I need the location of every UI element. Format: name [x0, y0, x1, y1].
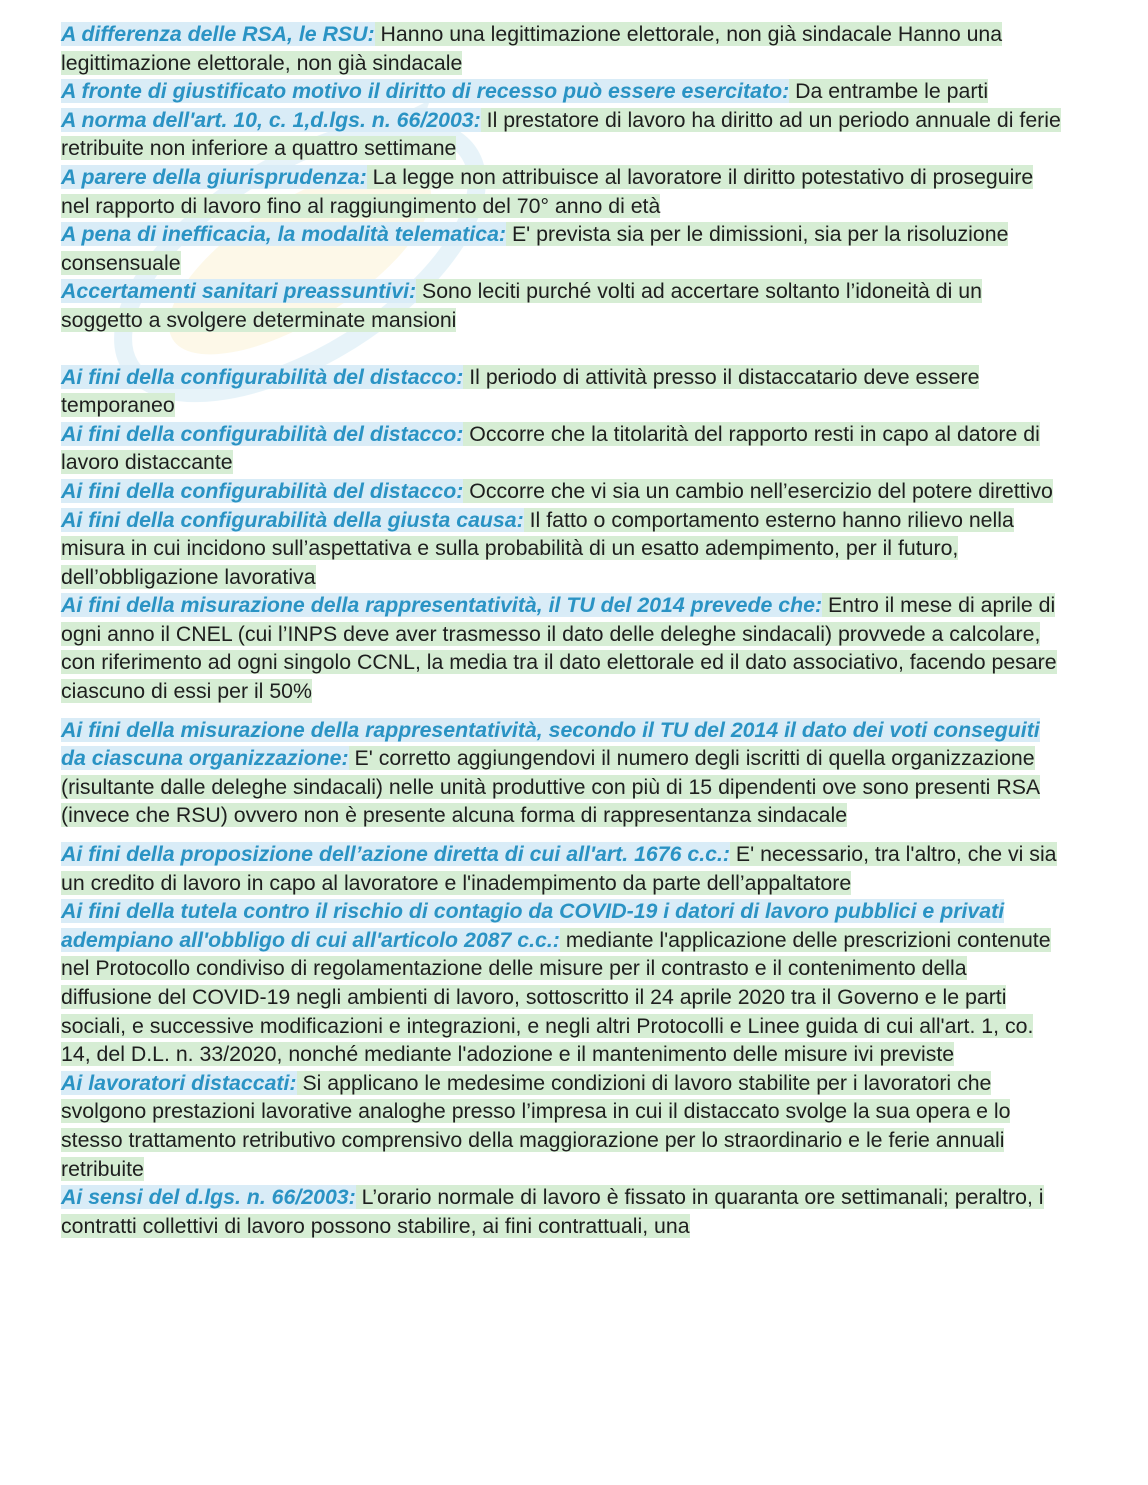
spacer: [61, 830, 1061, 840]
question-text: Ai fini della proposizione dell’azione diretta di cui all'art. 1676 c.c.:: [61, 842, 730, 867]
answer-text: mediante l'applicazione delle prescrizioni contenute nel Protocollo condiviso di regolamentazione delle misure per il contrasto e il contenimento della diffusione del COVID-19 negli ambienti di lavoro, sottoscritto il 24 aprile 2020 tra il Governo e le parti sociali, e successive modificazioni e integrazioni, e negli altri Protocolli e Linee guida di cui all'art. 1, co. 14, del D.L. n. 33/2020, nonché mediante l'adozione e il mantenimento delle misure ivi previste: [61, 927, 1051, 1067]
answer-text: E' corretto aggiungendovi il numero degli iscritti di quella organizzazione (risultante dalle deleghe sindacali) nelle unità produttive con più di 15 dipendenti ove sono presenti RSA (invece che RSU) ovvero non è presente alcuna forma di rappresentanza sindacale: [61, 746, 1041, 828]
question-text: Ai lavoratori distaccati:: [61, 1070, 297, 1095]
question-text: Ai fini della misurazione della rappresentatività, secondo il TU del 2014 il dato dei voti conseguiti da ciascuna organizzazione:: [61, 717, 1040, 771]
answer-text: La legge non attribuisce al lavoratore il diritto potestativo di proseguire nel rapporto di lavoro fino al raggiungimento del 70° anno di età: [61, 164, 1034, 218]
question-text: A norma dell'art. 10, c. 1,d.lgs. n. 66/2003:: [61, 107, 481, 132]
answer-text: Da entrambe le parti: [789, 79, 989, 104]
qa-entry: [61, 591, 1061, 705]
answer-text: L’orario normale di lavoro è fissato in quaranta ore settimanali; peraltro, i contratti collettivi di lavoro possono stabilire, ai fini contrattuali, una: [61, 1185, 1044, 1238]
question-text: Ai fini della misurazione della rappresentatività, il TU del 2014 prevede che:: [61, 593, 823, 618]
answer-text: E' necessario, tra l'altro, che vi sia un credito di lavoro in capo al lavoratore e l'inadempimento da parte dell’appaltatore: [61, 842, 1057, 895]
answer-text: Il periodo di attività presso il distaccatario deve essere temporaneo: [61, 364, 980, 418]
qa-list: [61, 20, 1061, 1240]
qa-entry: [61, 363, 1061, 420]
qa-entry: [61, 77, 1061, 106]
qa-entry: [61, 840, 1061, 897]
qa-entry: [61, 897, 1061, 1069]
question-text: Ai fini della configurabilità del distacco:: [61, 364, 464, 389]
answer-text: Il fatto o comportamento esterno hanno rilievo nella misura in cui incidono sull’aspettativa e sulla probabilità di un esatto adempimento, per il futuro, dell’obbligazione lavorativa: [61, 507, 1014, 589]
answer-text: Occorre che vi sia un cambio nell’esercizio del potere direttivo: [463, 478, 1053, 503]
spacer: [61, 706, 1061, 716]
answer-text: Il prestatore di lavoro ha diritto ad un periodo annuale di ferie retribuite non inferiore a quattro settimane: [61, 107, 1061, 161]
question-text: Ai fini della tutela contro il rischio di contagio da COVID-19 i datori di lavoro pubblici e privati adempiano all'obbligo di cui all'articolo 2087 c.c.:: [61, 899, 1005, 952]
answer-text: Hanno una legittimazione elettorale, non già sindacale Hanno una legittimazione elettorale, non già sindacale: [61, 22, 1003, 75]
question-text: A parere della giurisprudenza:: [61, 164, 367, 189]
question-text: A pena di inefficacia, la modalità telematica:: [61, 222, 507, 247]
answer-text: Entro il mese di aprile di ogni anno il CNEL (cui l’INPS deve aver trasmesso il dato delle deleghe sindacali) provvede a calcolare, con riferimento ad ogni singolo CCNL, la media tra il dato elettorale ed il dato associativo, facendo pesare ciascuno di essi per il 50%: [61, 593, 1057, 704]
question-text: Accertamenti sanitari preassuntivi:: [61, 279, 417, 304]
question-text: A fronte di giustificato motivo il diritto di recesso può essere esercitato:: [61, 79, 790, 104]
spacer: [61, 335, 1061, 363]
qa-entry: [61, 1183, 1061, 1240]
qa-entry: [61, 477, 1061, 506]
question-text: Ai fini della configurabilità della giusta causa:: [61, 507, 524, 532]
answer-text: Si applicano le medesime condizioni di lavoro stabilite per i lavoratori che svolgono prestazioni lavorative analoghe presso l’impresa in cui il distaccato svolge la sua opera e lo stesso trattamento retributivo comprensivo della maggiorazione per lo straordinario e le ferie annuali retribuite: [61, 1070, 1011, 1181]
qa-entry: [61, 716, 1061, 830]
qa-entry: [61, 220, 1061, 277]
qa-entry: [61, 1069, 1061, 1183]
answer-text: E' prevista sia per le dimissioni, sia per la risoluzione consensuale: [61, 222, 1009, 275]
answer-text: Occorre che la titolarità del rapporto resti in capo al datore di lavoro distaccante: [61, 421, 1040, 475]
question-text: Ai fini della configurabilità del distacco:: [61, 421, 464, 446]
qa-entry: [61, 20, 1061, 77]
question-text: Ai fini della configurabilità del distacco:: [61, 478, 464, 503]
qa-entry: [61, 277, 1061, 334]
qa-entry: [61, 506, 1061, 592]
qa-entry: [61, 106, 1061, 163]
question-text: A differenza delle RSA, le RSU:: [61, 22, 375, 46]
question-text: Ai sensi del d.lgs. n. 66/2003:: [61, 1185, 356, 1210]
qa-entry: [61, 163, 1061, 220]
answer-text: Sono leciti purché volti ad accertare soltanto l’idoneità di un soggetto a svolgere determinate mansioni: [61, 279, 982, 332]
qa-entry: [61, 420, 1061, 477]
